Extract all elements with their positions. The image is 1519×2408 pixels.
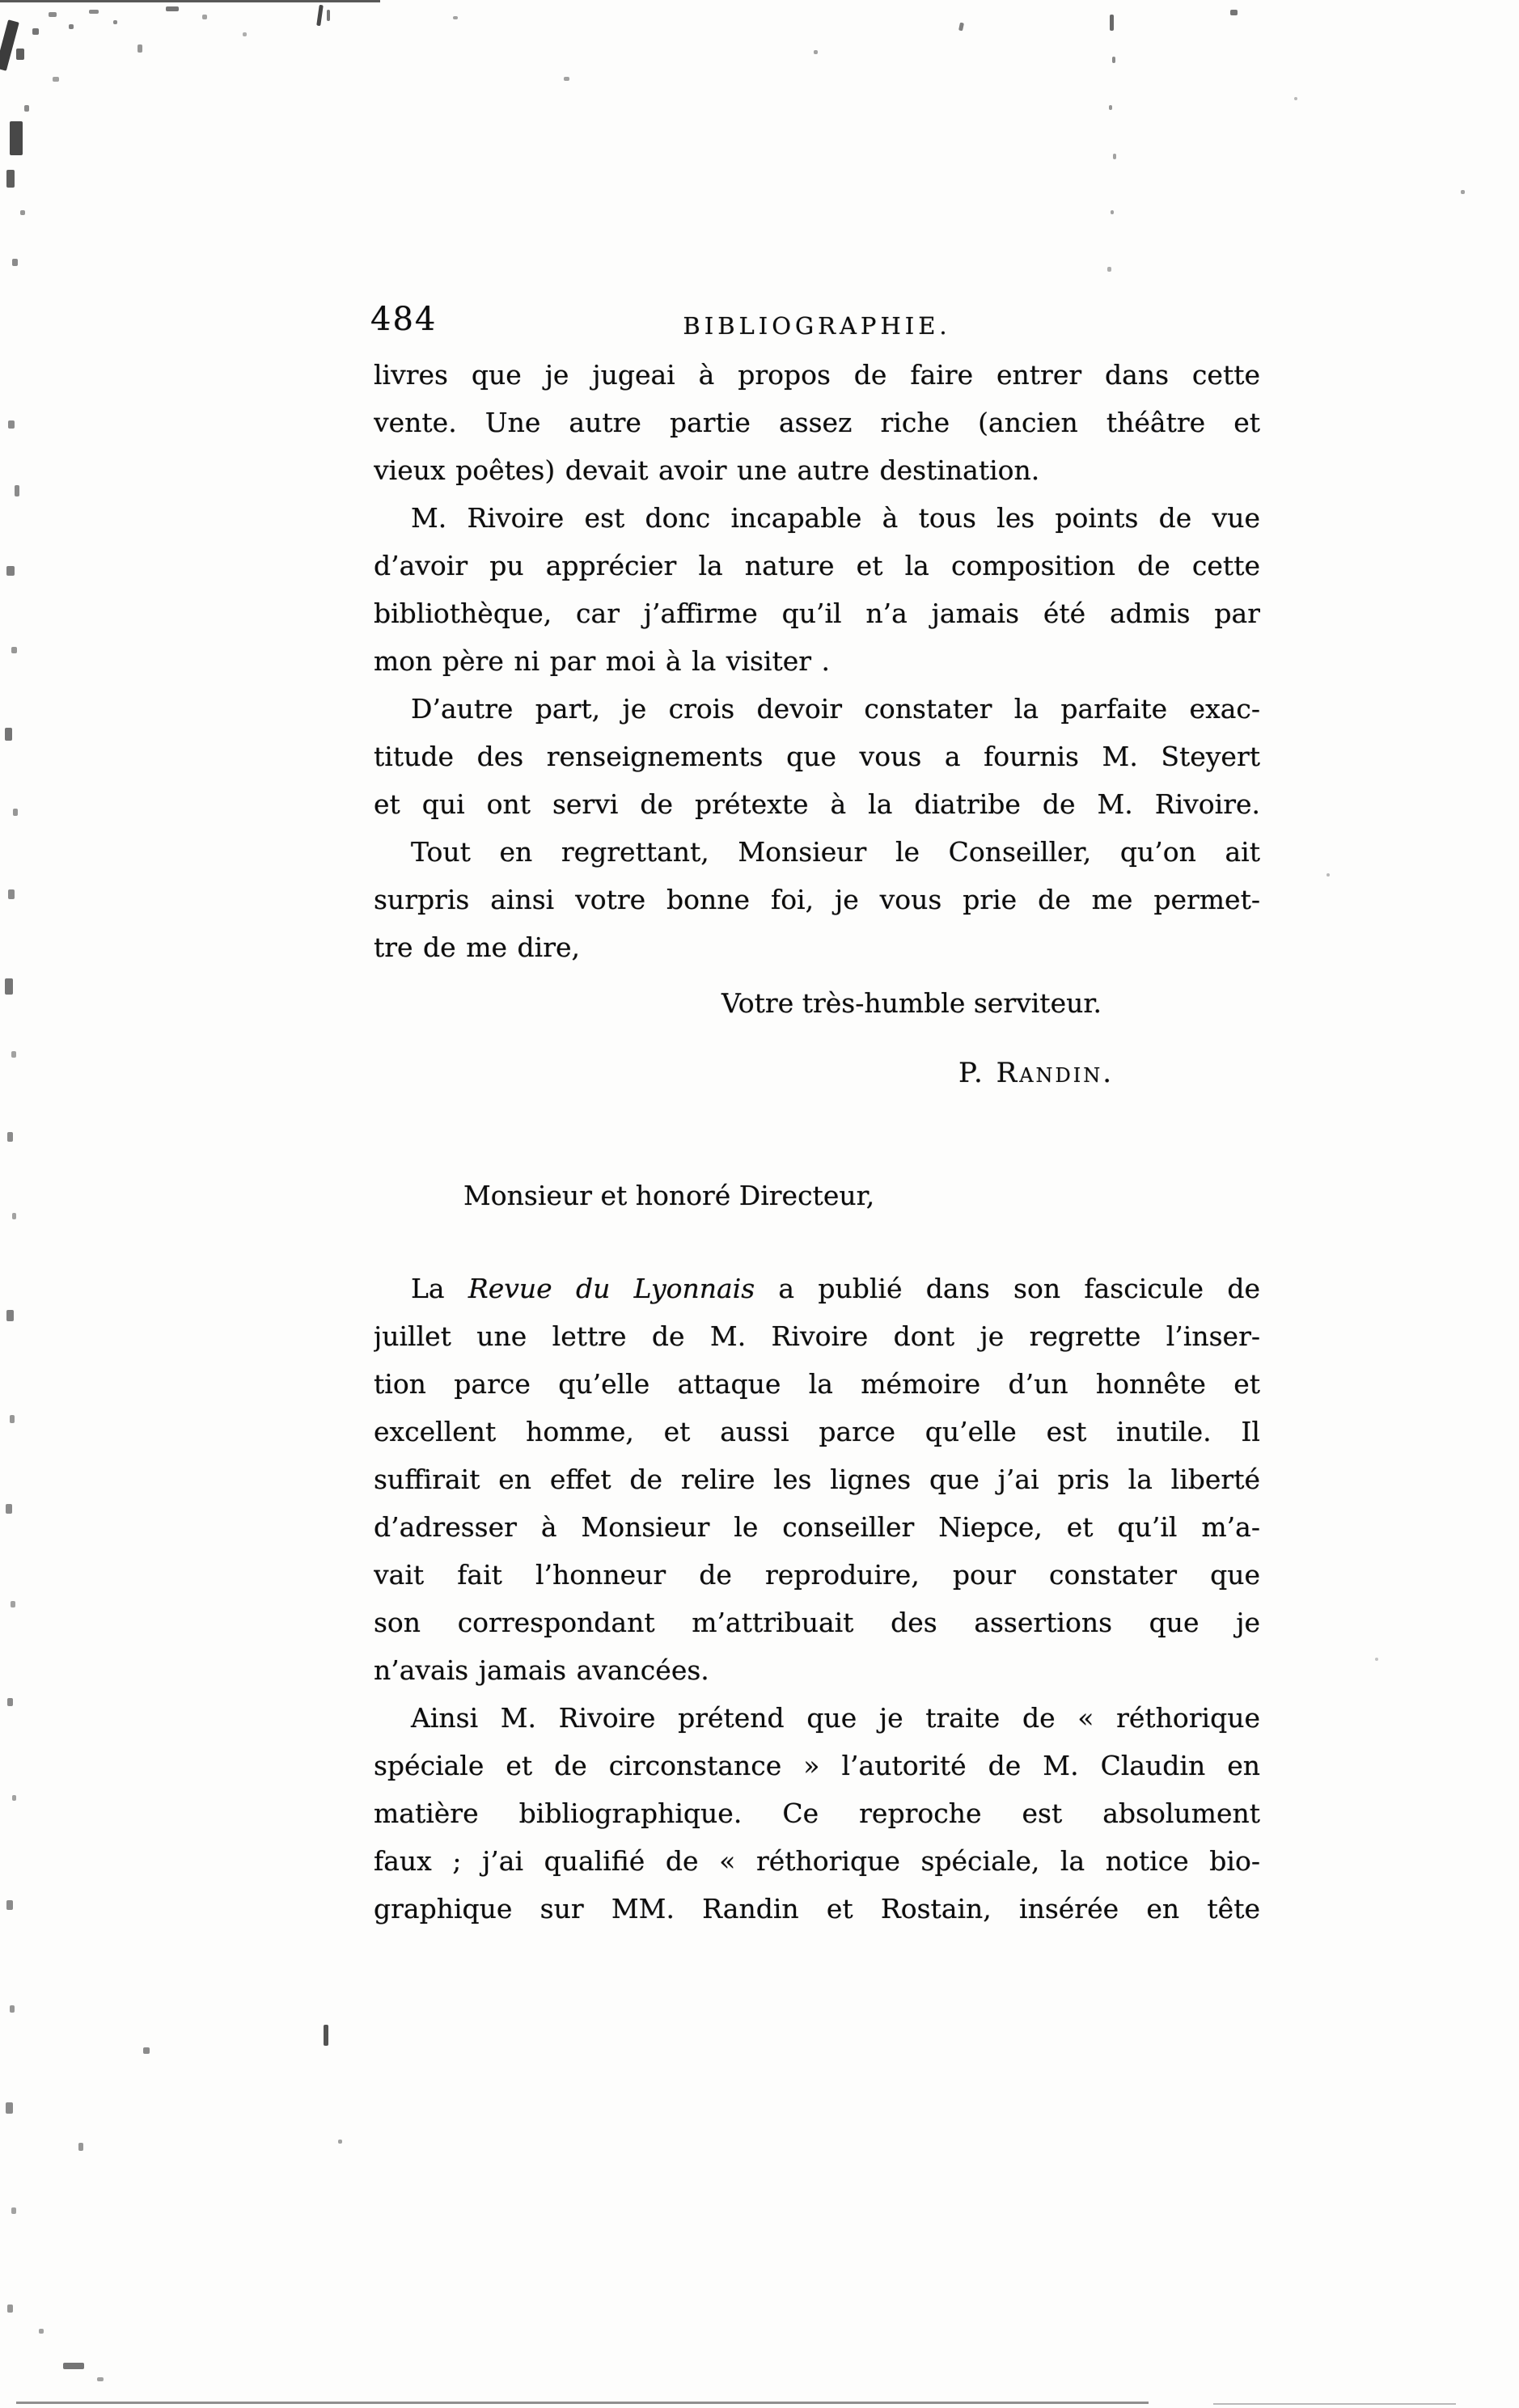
scan-speckle	[39, 2329, 44, 2334]
letter-new-body	[374, 1265, 1260, 1933]
scan-speckle	[1110, 15, 1114, 31]
scan-speckle	[958, 23, 964, 32]
scan-speckle	[1111, 210, 1114, 214]
scan-speckle	[814, 50, 818, 54]
scan-speckle	[69, 24, 74, 29]
scan-speckle	[138, 44, 142, 53]
letter-end-body	[374, 351, 1260, 971]
scan-speckle	[11, 1601, 15, 1607]
page-number: 484	[370, 301, 438, 338]
text-line: titude des renseignements que vous a fournis M. Steyert	[374, 741, 1260, 772]
scan-speckle	[7, 1698, 13, 1706]
scan-speckle	[0, 19, 19, 71]
text-line: et qui ont servi de prétexte à la diatribe de M. Rivoire.	[374, 788, 1260, 820]
text-line: d’avoir pu apprécier la nature et la composition de cette	[374, 550, 1260, 581]
scan-speckle	[202, 15, 207, 19]
scan-speckle	[15, 485, 19, 496]
scan-speckle	[113, 20, 117, 24]
scan-speckle	[6, 1900, 13, 1910]
valediction: Votre très-humble serviteur.	[721, 987, 1102, 1019]
scan-speckle	[166, 6, 179, 11]
text-line: faux ; j’ai qualifié de « réthorique spéciale, la notice bio-	[374, 1845, 1260, 1877]
text-line: vente. Une autre partie assez riche (ancien théâtre et	[374, 407, 1260, 438]
scan-speckle	[10, 121, 23, 155]
text-line: spéciale et de circonstance » l’autorité de M. Claudin en	[374, 1750, 1260, 1781]
scan-speckle	[6, 1504, 12, 1514]
scan-speckle	[1109, 105, 1112, 110]
scan-speckle	[89, 10, 99, 14]
scan-speckle	[338, 2140, 342, 2144]
text-line: tre de me dire,	[374, 932, 580, 963]
scan-speckle	[1326, 873, 1330, 877]
text-line: suffirait en effet de relire les lignes que j’ai pris la liberté	[374, 1464, 1260, 1495]
scan-speckle	[324, 2025, 328, 2046]
scan-speckle	[11, 2207, 16, 2214]
paragraph	[374, 685, 1260, 828]
scan-edge-shadow	[0, 0, 380, 2]
scan-speckle	[143, 2047, 150, 2054]
scan-speckle	[1461, 190, 1465, 194]
scan-speckle	[6, 170, 15, 188]
text-line	[374, 1265, 1260, 1312]
scan-speckle	[12, 259, 18, 266]
scan-speckle	[6, 1310, 14, 1321]
scan-edge-shadow	[16, 2402, 1149, 2404]
text-segment: a publié dans son fascicule de	[755, 1273, 1260, 1304]
text-line: D’autre part, je crois devoir constater la parfaite exac-	[411, 693, 1260, 725]
text-line: juillet une lettre de M. Rivoire dont je regrette l’inser-	[374, 1320, 1260, 1352]
scan-speckle	[5, 978, 13, 995]
scan-speckle	[453, 16, 458, 19]
paragraph	[374, 1694, 1260, 1933]
scan-speckle	[16, 49, 24, 60]
scan-speckle	[10, 2005, 15, 2013]
text-line: graphique sur MM. Randin et Rostain, insérée en tête	[374, 1893, 1260, 1924]
paragraph	[374, 828, 1260, 971]
scan-speckle	[53, 77, 59, 82]
scan-speckle	[7, 1132, 13, 1142]
scan-speckle	[7, 2304, 13, 2313]
text-line: vait fait l’honneur de reproduire, pour constater que	[374, 1559, 1260, 1591]
scan-speckle	[1112, 57, 1115, 63]
paragraph	[374, 351, 1260, 494]
scan-speckle	[32, 28, 39, 35]
text-line: bibliothèque, car j’affirme qu’il n’a jamais été admis par	[374, 598, 1260, 629]
text-segment: La	[411, 1273, 468, 1304]
scan-speckle	[12, 1795, 16, 1801]
paragraph	[374, 494, 1260, 685]
text-line: vieux poêtes) devait avoir une autre destination.	[374, 454, 1040, 486]
scan-speckle	[564, 77, 569, 81]
text-line: son correspondant m’attribuait des assertions que je	[374, 1607, 1260, 1638]
text-line: tion parce qu’elle attaque la mémoire d’un honnête et	[374, 1368, 1260, 1400]
scan-speckle	[12, 1213, 16, 1219]
scan-speckle	[243, 32, 247, 36]
scan-speckle	[11, 1051, 16, 1058]
text-line: surpris ainsi votre bonne foi, je vous prie de me permet-	[374, 884, 1260, 915]
scan-speckle	[20, 210, 25, 215]
text-line: M. Rivoire est donc incapable à tous les points de vue	[411, 502, 1260, 534]
text-line: Ainsi M. Rivoire prétend que je traite de « réthorique	[411, 1702, 1260, 1734]
scan-speckle	[8, 420, 15, 429]
scan-speckle	[49, 12, 57, 17]
text-line: matière bibliographique. Ce reproche est absolument	[374, 1798, 1260, 1829]
text-line: d’adresser à Monsieur le conseiller Niepce, et qu’il m’a-	[374, 1511, 1260, 1543]
text-line: n’avais jamais avancées.	[374, 1654, 709, 1686]
scan-speckle	[327, 10, 330, 21]
paragraph	[374, 1265, 1260, 1694]
scan-speckle	[24, 105, 29, 112]
scan-speckle	[11, 647, 17, 653]
italic-journal-title: Revue du Lyonnais	[468, 1273, 755, 1304]
text-line: livres que je jugeai à propos de faire entrer dans cette	[374, 359, 1260, 391]
scan-edge-shadow	[1213, 2403, 1456, 2405]
scan-speckle	[63, 2363, 84, 2369]
text-line: excellent homme, et aussi parce qu’elle est inutile. Il	[374, 1416, 1260, 1447]
salutation: Monsieur et honoré Directeur,	[463, 1180, 875, 1211]
scan-speckle	[1375, 1658, 1378, 1661]
scan-speckle	[5, 728, 12, 741]
scan-speckle	[10, 1415, 15, 1423]
scan-speckle	[8, 889, 15, 899]
scan-speckle	[13, 809, 18, 816]
text-column	[374, 351, 1260, 1933]
scan-speckle	[1294, 97, 1297, 100]
scan-speckle	[78, 2143, 83, 2151]
scan-speckle	[97, 2377, 104, 2381]
scan-speckle	[316, 5, 324, 26]
running-title: BIBLIOGRAPHIE.	[683, 312, 951, 340]
text-line: mon père ni par moi à la visiter .	[374, 645, 831, 677]
scan-speckle	[1113, 154, 1116, 159]
scan-speckle	[6, 2102, 13, 2114]
text-line: Tout en regrettant, Monsieur le Conseiller, qu’on ait	[411, 836, 1260, 868]
scan-speckle	[1230, 10, 1238, 15]
signature: P. Randin.	[958, 1057, 1115, 1089]
scan-speckle	[1107, 267, 1111, 272]
scan-speckle	[6, 566, 15, 576]
